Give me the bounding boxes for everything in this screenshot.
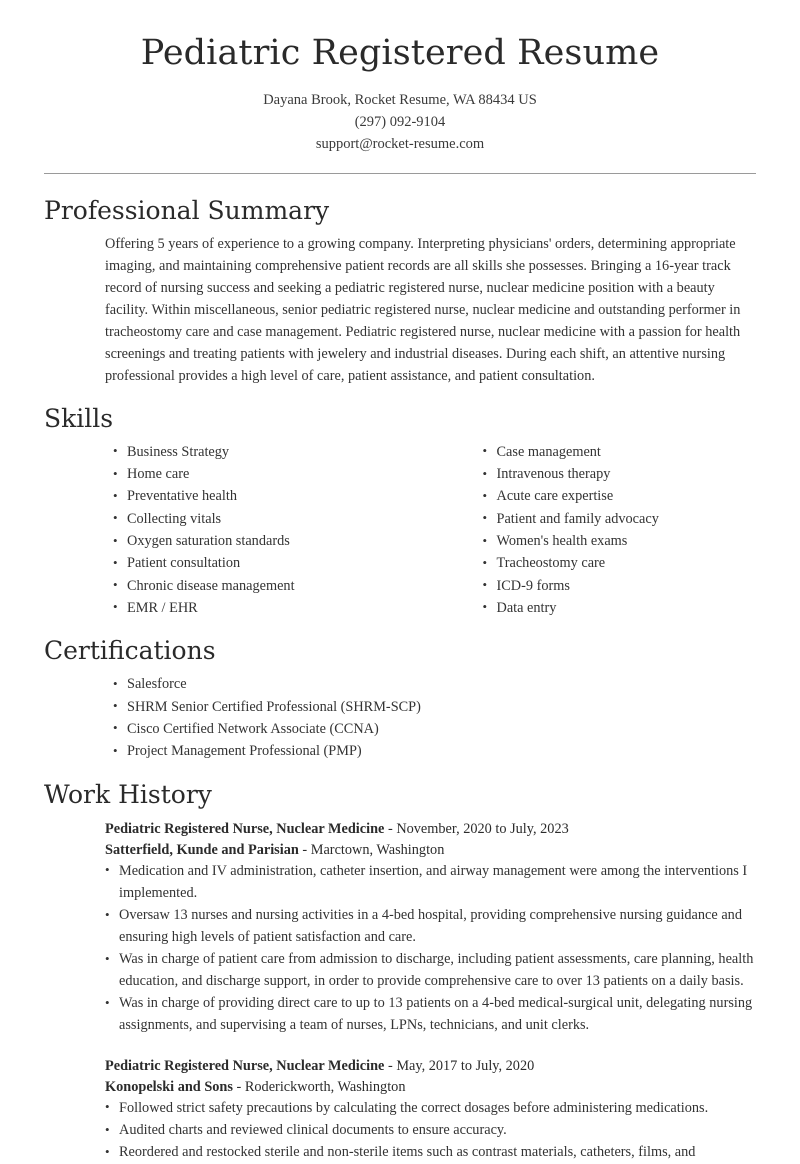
job-separator: - <box>384 1057 397 1074</box>
page-title: Pediatric Registered Resume <box>140 33 660 73</box>
job-bullet-list <box>105 861 756 1037</box>
section-title-professional-summary: Professional Summary <box>44 196 330 226</box>
skill-item: • Acute care expertise <box>483 486 757 508</box>
job-position-line <box>105 819 756 840</box>
section-skills <box>0 404 800 620</box>
certification-item: • Project Management Professional (PMP) <box>113 741 756 763</box>
skill-item: • Oxygen saturation standards <box>113 531 435 553</box>
job-separator: - <box>298 841 311 858</box>
job-bullet: • Reordered and restocked sterile and non-sterile items such as contrast materials, catheters, films, and <box>105 1142 756 1164</box>
section-title-work-history: Work History <box>44 779 212 809</box>
section-title-certifications: Certifications <box>44 636 216 666</box>
section-professional-summary <box>0 196 800 388</box>
skill-item: • Preventative health <box>113 486 435 508</box>
certifications-body <box>44 674 756 763</box>
job-bullet: • Oversaw 13 nurses and nursing activities in a 4-bed hospital, providing comprehensive nursing guidance and ensuring high levels of patient satisfaction and care. <box>105 905 756 949</box>
job-dates: November, 2020 to July, 2023 <box>396 820 569 837</box>
job-company: Satterfield, Kunde and Parisian <box>105 841 299 858</box>
job-separator: - <box>232 1078 245 1095</box>
skill-item: • Case management <box>483 442 757 464</box>
job-bullet: • Medication and IV administration, catheter insertion, and airway management were among the interventions I implemented. <box>105 861 756 905</box>
header-divider <box>44 173 756 174</box>
skill-item: • Women's health exams <box>483 531 757 553</box>
section-certifications <box>0 636 800 763</box>
job-company-line <box>105 1077 756 1098</box>
skills-columns <box>44 442 756 620</box>
skill-item: • Patient consultation <box>113 553 435 575</box>
skill-item: • ICD-9 forms <box>483 576 757 598</box>
skills-list-right <box>483 442 757 620</box>
summary-text: Offering 5 years of experience to a growing company. Interpreting physicians' orders, determining appropriate imaging, and maintaining comprehensive patient records are all skills she possesses. Bringing a 16-year track record of nursing success and seeking a pediatric registered nurse, nuclear medicine position with a beauty facility. Within miscellaneous, senior pediatric registered nurse, nuclear medicine and outstanding performer in tracheostomy care and case management. Pediatric registered nurse, nuclear medicine with a passion for health screenings and treating patients with jewelery and industrial diseases. During each shift, an attentive nursing professional provides a high level of care, patient assistance, and patient consultation. <box>105 236 741 384</box>
skill-item: • Business Strategy <box>113 442 435 464</box>
skill-item: • Collecting vitals <box>113 509 435 531</box>
contact-email: support@rocket-resume.com <box>315 136 485 153</box>
skill-item: • Home care <box>113 464 435 486</box>
skills-column-right <box>435 442 757 620</box>
skill-item: • EMR / EHR <box>113 598 435 620</box>
certification-item: • SHRM Senior Certified Professional (SHRM-SCP) <box>113 697 756 719</box>
job-bullet: • Audited charts and reviewed clinical documents to ensure accuracy. <box>105 1120 756 1142</box>
section-work-history <box>0 780 800 1164</box>
contact-phone: (297) 092-9104 <box>354 114 446 131</box>
skill-item: • Chronic disease management <box>113 576 435 598</box>
skills-column-left <box>113 442 435 620</box>
section-title-skills: Skills <box>44 403 114 433</box>
job-bullet-list <box>105 1098 756 1164</box>
job-location: Roderickworth, Washington <box>244 1078 406 1095</box>
skill-item: • Patient and family advocacy <box>483 509 757 531</box>
work-history-entry <box>105 819 756 1037</box>
contact-address: Dayana Brook, Rocket Resume, WA 88434 US <box>263 92 537 109</box>
certification-item: • Cisco Certified Network Associate (CCNA) <box>113 719 756 741</box>
skills-list-left <box>113 442 435 620</box>
skill-item: • Intravenous therapy <box>483 464 757 486</box>
certification-item: • Salesforce <box>113 674 756 696</box>
summary-body <box>44 234 756 388</box>
job-bullet: • Followed strict safety precautions by calculating the correct dosages before administering medications. <box>105 1098 756 1120</box>
skill-item: • Tracheostomy care <box>483 553 757 575</box>
work-history-list <box>44 819 756 1164</box>
job-position: Pediatric Registered Nurse, Nuclear Medicine <box>105 820 385 837</box>
job-bullet: • Was in charge of providing direct care to up to 13 patients on a 4-bed medical-surgical unit, delegating nursing assignments, and supervising a team of nurses, LPNs, technicians, and unit clerks. <box>105 993 756 1037</box>
job-separator: - <box>384 820 397 837</box>
resume-header <box>0 0 800 155</box>
certifications-list <box>113 674 756 763</box>
job-position-line <box>105 1056 756 1077</box>
work-history-entry <box>105 1056 756 1164</box>
job-company-line <box>105 840 756 861</box>
job-company: Konopelski and Sons <box>105 1078 233 1095</box>
skill-item: • Data entry <box>483 598 757 620</box>
job-location: Marctown, Washington <box>310 841 445 858</box>
job-dates: May, 2017 to July, 2020 <box>396 1057 535 1074</box>
job-bullet: • Was in charge of patient care from admission to discharge, including patient assessments, care planning, health education, and discharge support, in order to provide comprehensive care to over 13 patients on a daily basis. <box>105 949 756 993</box>
job-position: Pediatric Registered Nurse, Nuclear Medicine <box>105 1057 385 1074</box>
